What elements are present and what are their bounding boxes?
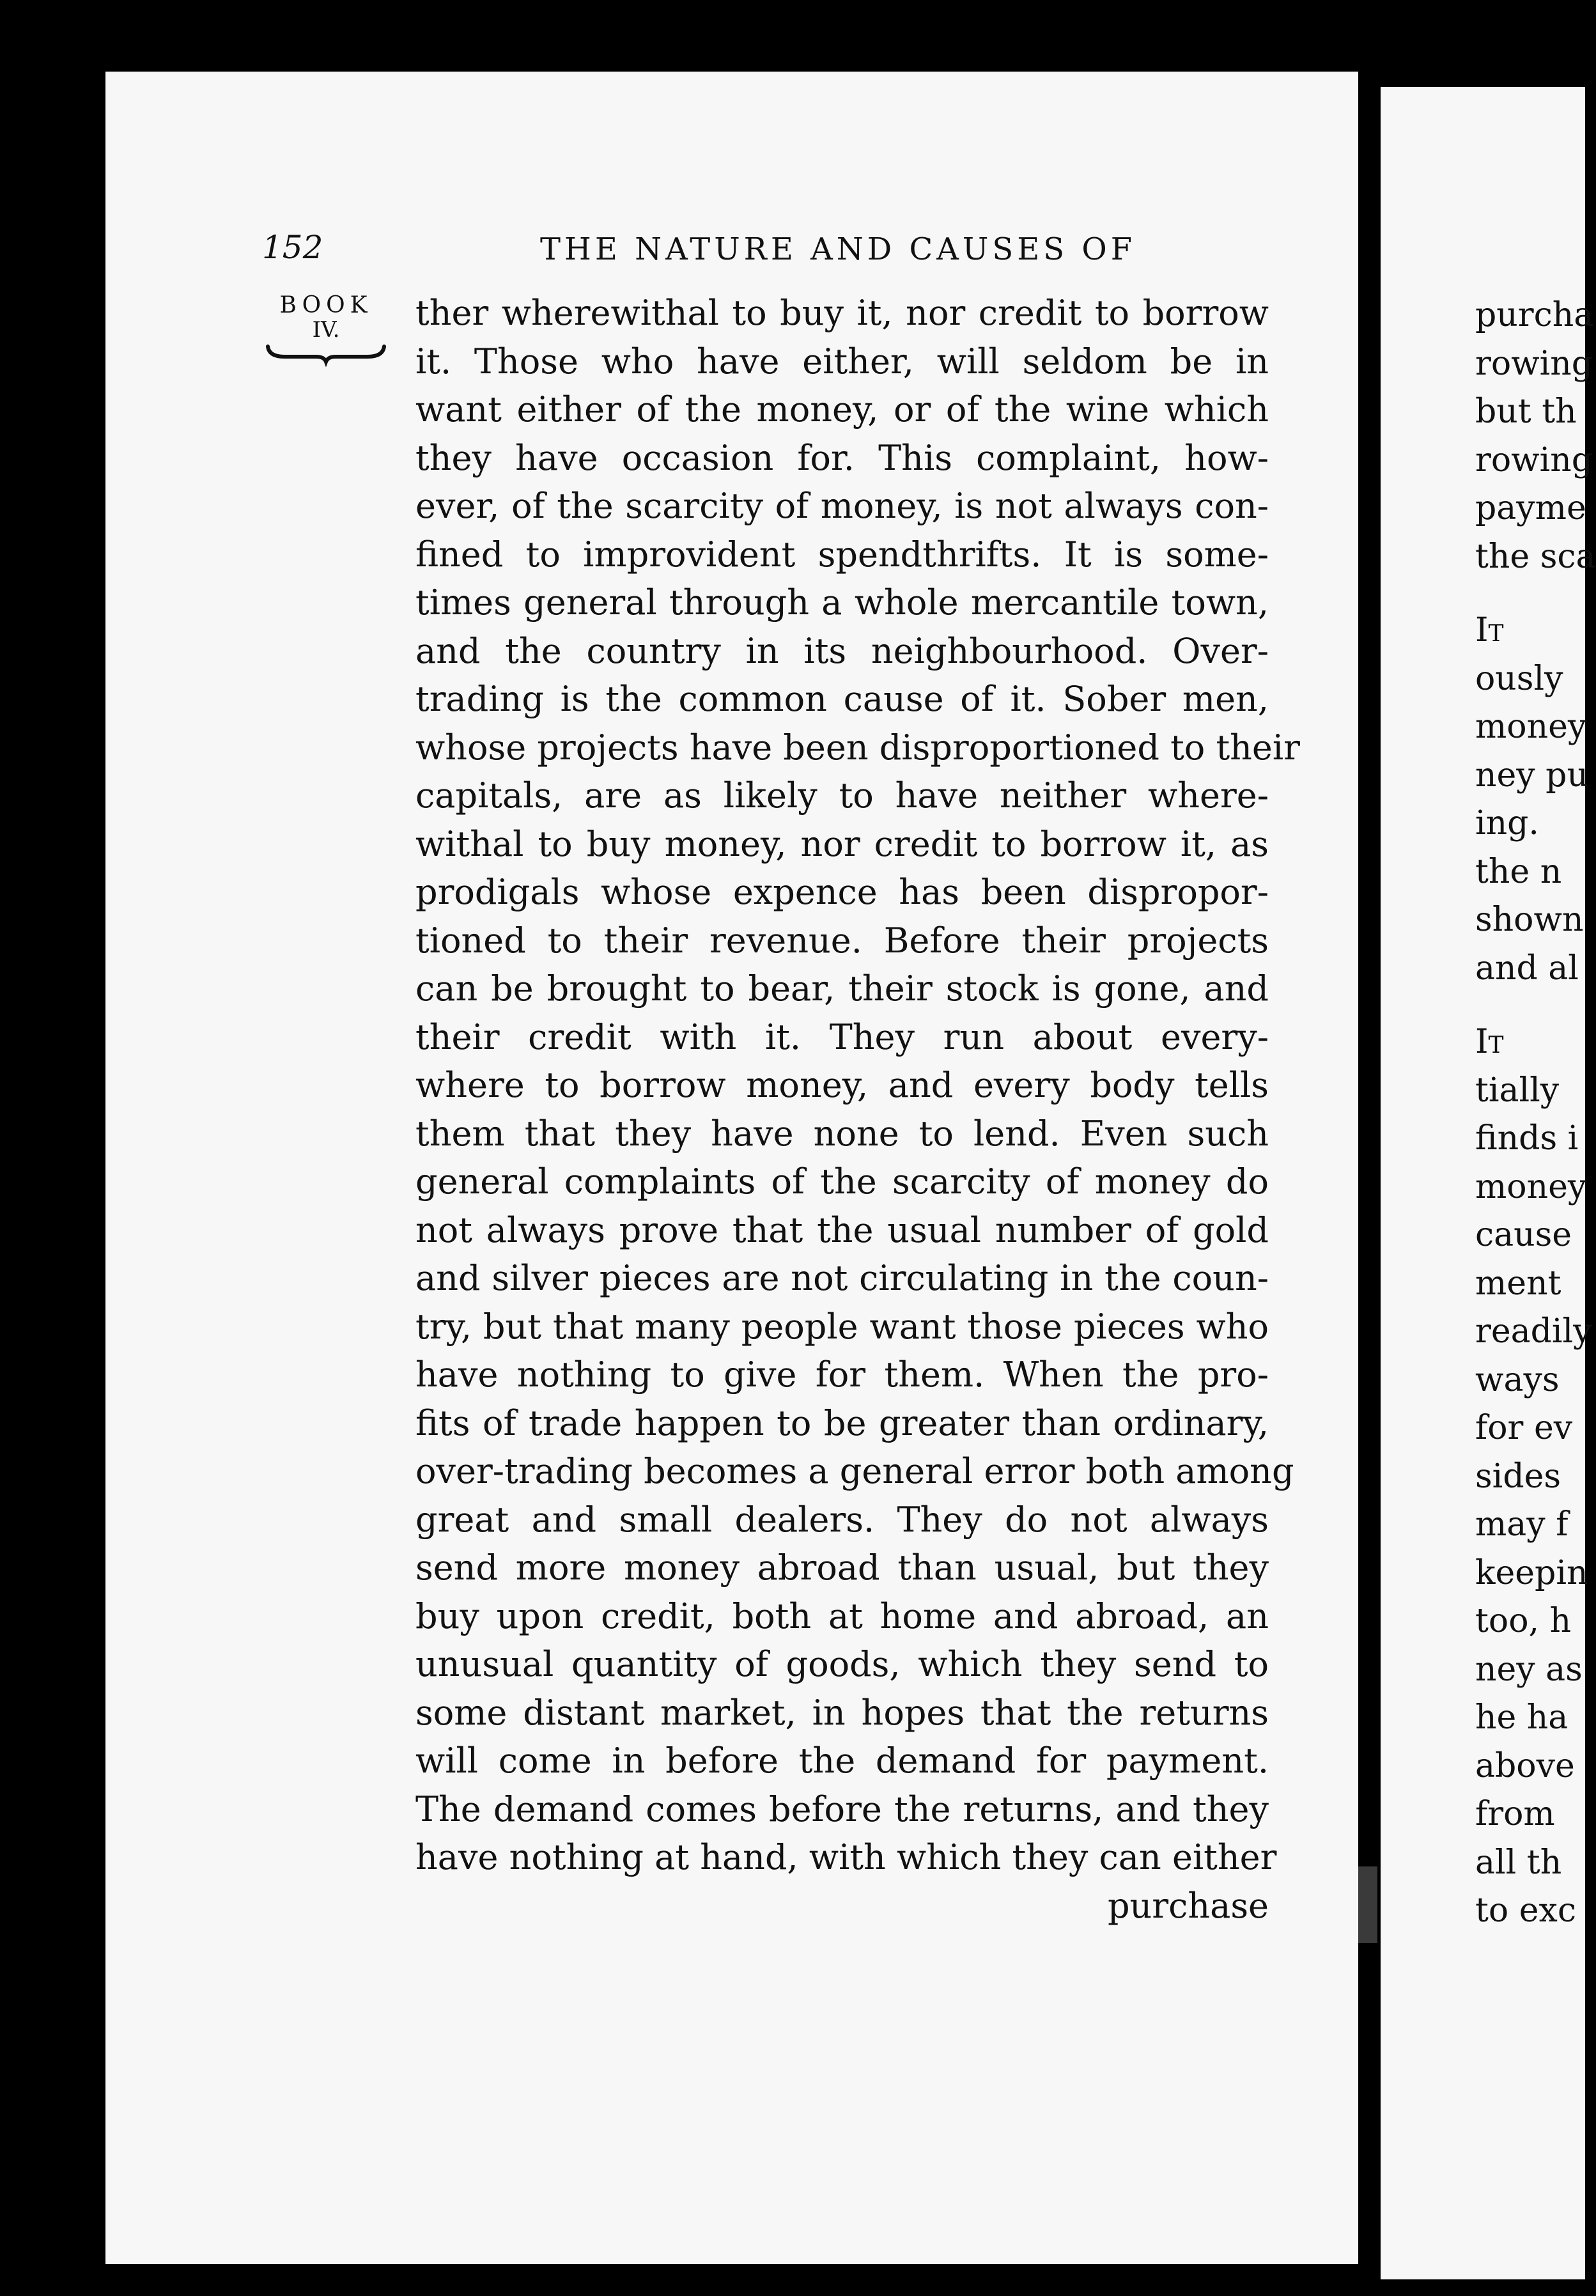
text-line: unusual quantity of goods, which they send to — [415, 1644, 1269, 1684]
facing-text-fragment: and al — [1475, 949, 1579, 988]
facing-text-fragment: purcha — [1475, 296, 1594, 334]
facing-text-fragment: ously — [1475, 659, 1563, 698]
facing-text-fragment: but th — [1475, 392, 1577, 431]
text-line: send more money abroad than usual, but they — [415, 1547, 1269, 1588]
facing-text-fragment: finds i — [1475, 1119, 1579, 1158]
facing-text-fragment: readily — [1475, 1312, 1592, 1351]
text-line: ther wherewithal to buy it, nor credit to borrow — [415, 293, 1269, 333]
text-line: over-trading becomes a general error both among — [415, 1451, 1294, 1491]
facing-text-fragment: all th — [1475, 1843, 1562, 1882]
facing-text-fragment: the sca — [1475, 537, 1596, 576]
text-line: it. Those who have either, will seldom be in — [415, 341, 1269, 382]
text-line: buy upon credit, both at home and abroad, an — [415, 1595, 1269, 1636]
facing-text-fragment: It — [1475, 1023, 1504, 1061]
facing-text-fragment: sides — [1475, 1457, 1561, 1496]
margin-note-book: BOOK — [279, 292, 373, 318]
margin-note — [262, 293, 390, 363]
facing-text-fragment: payme — [1475, 489, 1586, 527]
text-line: can be brought to bear, their stock is gone, and — [415, 968, 1269, 1009]
facing-page-text — [1475, 291, 1596, 1935]
facing-text-fragment: money — [1475, 708, 1587, 746]
facing-text-fragment: ing. — [1475, 804, 1539, 842]
text-line: want either of the money, or of the wine which — [415, 389, 1269, 430]
facing-text-fragment — [1475, 581, 1596, 607]
text-line: have nothing to give for them. When the pro- — [415, 1354, 1269, 1395]
facing-text-fragment: may f — [1475, 1505, 1569, 1544]
facing-text-fragment: above — [1475, 1746, 1575, 1785]
facing-text-fragment: he ha — [1475, 1698, 1569, 1737]
text-line: and the country in its neighbourhood. Over- — [415, 630, 1269, 671]
text-line: general complaints of the scarcity of money do — [415, 1161, 1269, 1202]
text-line: capitals, are as likely to have neither where- — [415, 775, 1269, 816]
text-line: have nothing at hand, with which they can either — [415, 1837, 1277, 1877]
facing-text-fragment: keepin — [1475, 1553, 1588, 1592]
text-line: them that they have none to lend. Even such — [415, 1113, 1269, 1154]
text-line: and silver pieces are not circulating in the coun- — [415, 1258, 1269, 1298]
facing-text-fragment — [1475, 993, 1596, 1018]
facing-text-fragment: rowing — [1475, 344, 1593, 383]
text-line: fined to improvident spendthrifts. It is some- — [415, 534, 1269, 575]
catchword: purchase — [1107, 1885, 1269, 1926]
facing-text-fragment: It — [1475, 611, 1504, 649]
brace-icon — [265, 344, 387, 363]
facing-text-fragment: to exc — [1475, 1891, 1576, 1930]
text-line: great and small dealers. They do not always — [415, 1499, 1269, 1540]
facing-text-fragment: for ev — [1475, 1409, 1573, 1447]
facing-text-fragment: cause — [1475, 1216, 1572, 1254]
text-line: where to borrow money, and every body tells — [415, 1065, 1269, 1105]
text-line: tioned to their revenue. Before their projects — [415, 920, 1269, 961]
facing-text-fragment: shown — [1475, 901, 1584, 939]
text-line: whose projects have been disproportioned to their — [415, 727, 1300, 768]
facing-text-fragment: rowing — [1475, 440, 1593, 479]
text-line: The demand comes before the returns, and they — [415, 1788, 1269, 1829]
text-line: times general through a whole mercantile town, — [415, 582, 1269, 623]
facing-text-fragment: tially — [1475, 1071, 1560, 1110]
text-line: their credit with it. They run about every- — [415, 1016, 1269, 1057]
text-line: not always prove that the usual number of gold — [415, 1209, 1269, 1250]
text-line: they have occasion for. This complaint, how- — [415, 437, 1269, 478]
text-line: ever, of the scarcity of money, is not always con- — [415, 486, 1269, 526]
margin-note-volume: IV. — [312, 317, 340, 343]
facing-text-fragment: too, h — [1475, 1602, 1572, 1640]
text-line: prodigals whose expence has been dispropor- — [415, 872, 1269, 912]
text-line: withal to buy money, nor credit to borrow it, as — [415, 823, 1269, 864]
facing-text-fragment: ney pu — [1475, 756, 1588, 795]
page-number: 152 — [262, 229, 323, 266]
running-head: THE NATURE AND CAUSES OF — [540, 231, 1136, 267]
facing-text-fragment: from — [1475, 1795, 1555, 1833]
facing-text-fragment: money — [1475, 1167, 1587, 1206]
facing-text-fragment: ment — [1475, 1264, 1561, 1303]
facing-text-fragment: ways — [1475, 1360, 1560, 1399]
text-line: try, but that many people want those pieces who — [415, 1306, 1269, 1347]
text-line: will come in before the demand for payment. — [415, 1741, 1269, 1781]
facing-text-fragment: the n — [1475, 852, 1562, 891]
facing-text-fragment: ney as — [1475, 1650, 1583, 1689]
text-line: fits of trade happen to be greater than ordinary, — [415, 1402, 1269, 1443]
body-text — [415, 289, 1300, 1930]
gutter-shadow — [1358, 1866, 1377, 1943]
text-line: trading is the common cause of it. Sober men, — [415, 679, 1269, 719]
text-line: some distant market, in hopes that the returns — [415, 1692, 1269, 1733]
